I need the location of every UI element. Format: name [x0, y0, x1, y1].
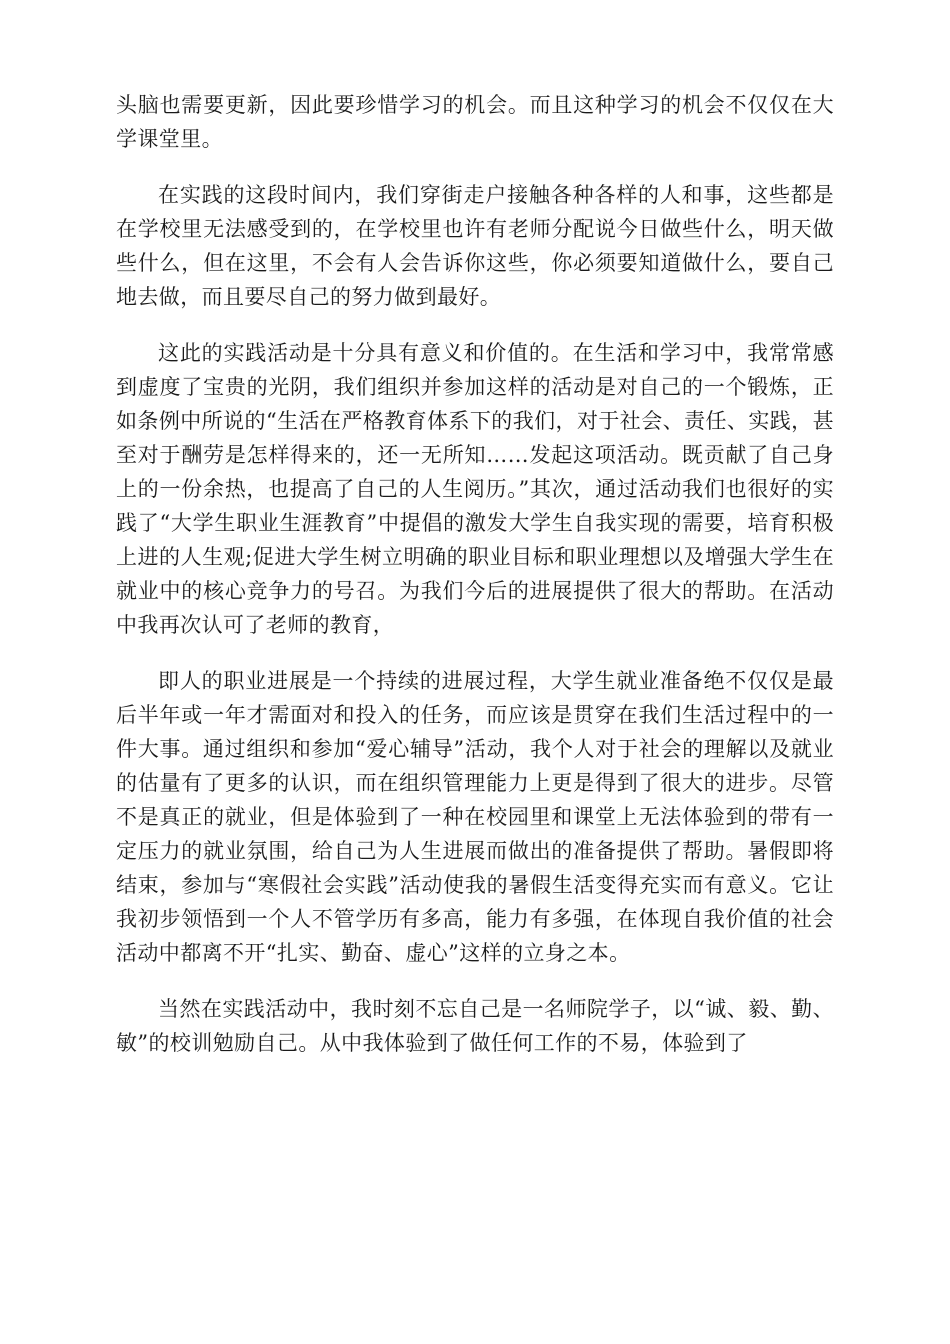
paragraph-3: 这此的实践活动是十分具有意义和价值的。在生活和学习中，我常常感到虚度了宝贵的光阴，我们组织并参加这样的活动是对自己的一个锻炼，正如条例中所说的“生活在严格教育体系下的我们，对于社会、责任、实践，甚至对于酬劳是怎样得来的，还一无所知……发起这项活动。既贡献了自己身上的一份余热，也提高了自己的人生阅历。”其次，通过活动我们也很好的实践了“大学生职业生涯教育”中提倡的激发大学生自我实现的需要，培育积极上进的人生观;促进大学生树立明确的职业目标和职业理想以及增强大学生在就业中的核心竞争力的号召。为我们今后的进展提供了很大的帮助。在活动中我再次认可了老师的教育， [116, 341, 834, 637]
document-body [116, 88, 834, 1082]
paragraph-4: 即人的职业进展是一个持续的进展过程，大学生就业准备绝不仅仅是最后半年或一年才需面对和投入的任务，而应该是贯穿在我们生活过程中的一件大事。通过组织和参加“爱心辅导”活动，我个人对于社会的理解以及就业的估量有了更多的认识，而在组织管理能力上更是得到了很大的进步。尽管不是真正的就业，但是体验到了一种在校园里和课堂上无法体验到的带有一定压力的就业氛围，给自己为人生进展而做出的准备提供了帮助。暑假即将结束，参加与“寒假社会实践”活动使我的暑假生活变得充实而有意义。它让我初步领悟到一个人不管学历有多高，能力有多强，在体现自我价值的社会活动中都离不开“扎实、勤奋、虚心”这样的立身之本。 [116, 669, 834, 965]
paragraph-5: 当然在实践活动中，我时刻不忘自己是一名师院学子，以“诚、毅、勤、敏”的校训勉励自己。从中我体验到了做任何工作的不易，体验到了 [116, 997, 834, 1055]
paragraph-1: 头脑也需要更新，因此要珍惜学习的机会。而且这种学习的机会不仅仅在大学课堂里。 [116, 93, 834, 151]
paragraph-2: 在实践的这段时间内，我们穿街走户接触各种各样的人和事，这些都是在学校里无法感受到的，在学校里也许有老师分配说今日做些什么，明天做些什么，但在这里，不会有人会告诉你这些，你必须要知道做什么，要自己地去做，而且要尽自己的努力做到最好。 [116, 183, 834, 309]
